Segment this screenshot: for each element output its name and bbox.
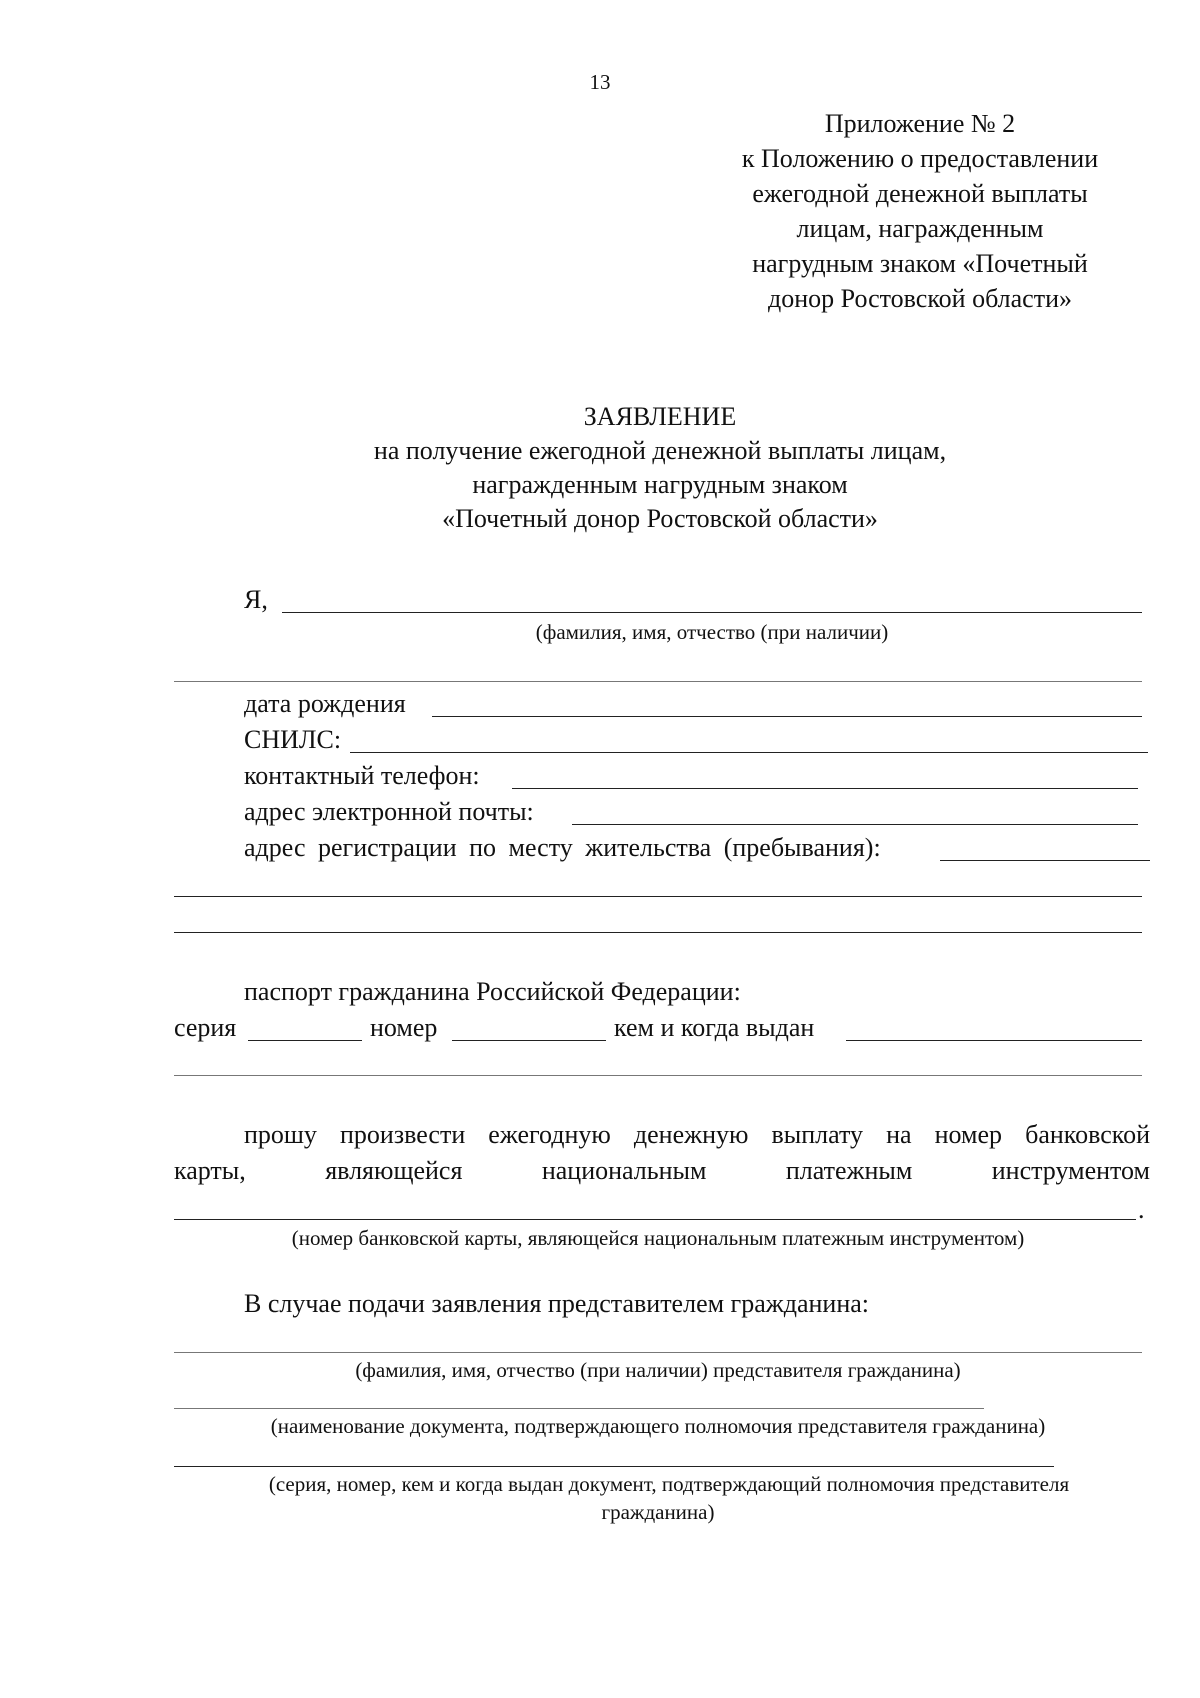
appendix-block <box>690 106 1150 316</box>
number-label: номер <box>370 1013 438 1042</box>
representative-heading: В случае подачи заявления представителем гражданина: <box>244 1289 870 1318</box>
appendix-line: лицам, награжденным <box>796 214 1044 243</box>
phone-label: контактный телефон: <box>244 761 480 790</box>
title-line: награжденным нагрудным знаком <box>472 470 848 499</box>
representative-doc-caption: (наименование документа, подтверждающего полномочия представителя гражданина) <box>270 1414 1046 1438</box>
appendix-line: ежегодной денежной выплаты <box>752 179 1088 208</box>
title-line: «Почетный донор Ростовской области» <box>442 504 878 533</box>
request-line-2 <box>174 1153 1150 1189</box>
representative-fio-caption: (фамилия, имя, отчество (при наличии) представителя гражданина) <box>355 1358 961 1382</box>
snils-label: СНИЛС: <box>244 725 342 754</box>
address-continuation-line-1[interactable] <box>174 896 1142 897</box>
i-label: Я, <box>244 585 268 614</box>
issued-label: кем и когда выдан <box>614 1013 815 1042</box>
request-word: платежным <box>785 1156 913 1185</box>
passport-continuation-line[interactable] <box>174 1075 1142 1076</box>
birth-date-label: дата рождения <box>244 689 406 718</box>
email-field[interactable] <box>572 824 1138 825</box>
number-field[interactable] <box>452 1040 606 1041</box>
address-continuation-line-2[interactable] <box>174 932 1142 933</box>
request-word: национальным <box>541 1156 707 1185</box>
series-label: серия <box>174 1013 237 1042</box>
appendix-line: донор Ростовской области» <box>768 284 1072 313</box>
title-line: на получение ежегодной денежной выплаты лицам, <box>373 436 947 465</box>
fio-caption: (фамилия, имя, отчество (при наличии) <box>535 620 889 644</box>
fio-field[interactable] <box>282 612 1142 613</box>
representative-doc-details-caption-1: (серия, номер, кем и когда выдан документ, подтверждающий полномочия представителя <box>268 1472 1070 1496</box>
birth-date-field[interactable] <box>432 716 1142 717</box>
representative-doc-field[interactable] <box>174 1408 984 1409</box>
email-label: адрес электронной почты: <box>244 797 534 826</box>
page-number: 13 <box>589 70 611 94</box>
request-word: являющейся <box>325 1156 463 1185</box>
address-label: адрес регистрации по месту жительства (пребывания): <box>244 833 881 862</box>
request-word: инструментом <box>991 1156 1150 1185</box>
fio-continuation-line[interactable] <box>174 681 1142 682</box>
passport-heading: паспорт гражданина Российской Федерации: <box>244 977 741 1006</box>
representative-fio-field[interactable] <box>174 1352 1142 1353</box>
representative-doc-details-caption-2: гражданина) <box>601 1500 715 1524</box>
address-field[interactable] <box>940 860 1150 861</box>
issued-field[interactable] <box>846 1040 1142 1041</box>
card-number-field[interactable] <box>174 1219 1136 1220</box>
card-caption: (номер банковской карты, являющейся национальным платежным инструментом) <box>291 1226 1025 1250</box>
series-field[interactable] <box>248 1040 362 1041</box>
representative-doc-details-field[interactable] <box>174 1466 1054 1467</box>
snils-field[interactable] <box>350 752 1148 753</box>
request-line-1: прошу произвести ежегодную денежную выплату на номер банковской <box>244 1120 1150 1149</box>
phone-field[interactable] <box>512 788 1138 789</box>
request-word: карты, <box>174 1156 246 1185</box>
title-heading: ЗАЯВЛЕНИЕ <box>583 402 737 431</box>
document-title <box>170 400 1150 536</box>
appendix-line: к Положению о предоставлении <box>741 144 1099 173</box>
card-end-period: . <box>1138 1195 1145 1224</box>
appendix-line: нагрудным знаком «Почетный <box>752 249 1088 278</box>
appendix-line: Приложение № 2 <box>824 109 1016 138</box>
